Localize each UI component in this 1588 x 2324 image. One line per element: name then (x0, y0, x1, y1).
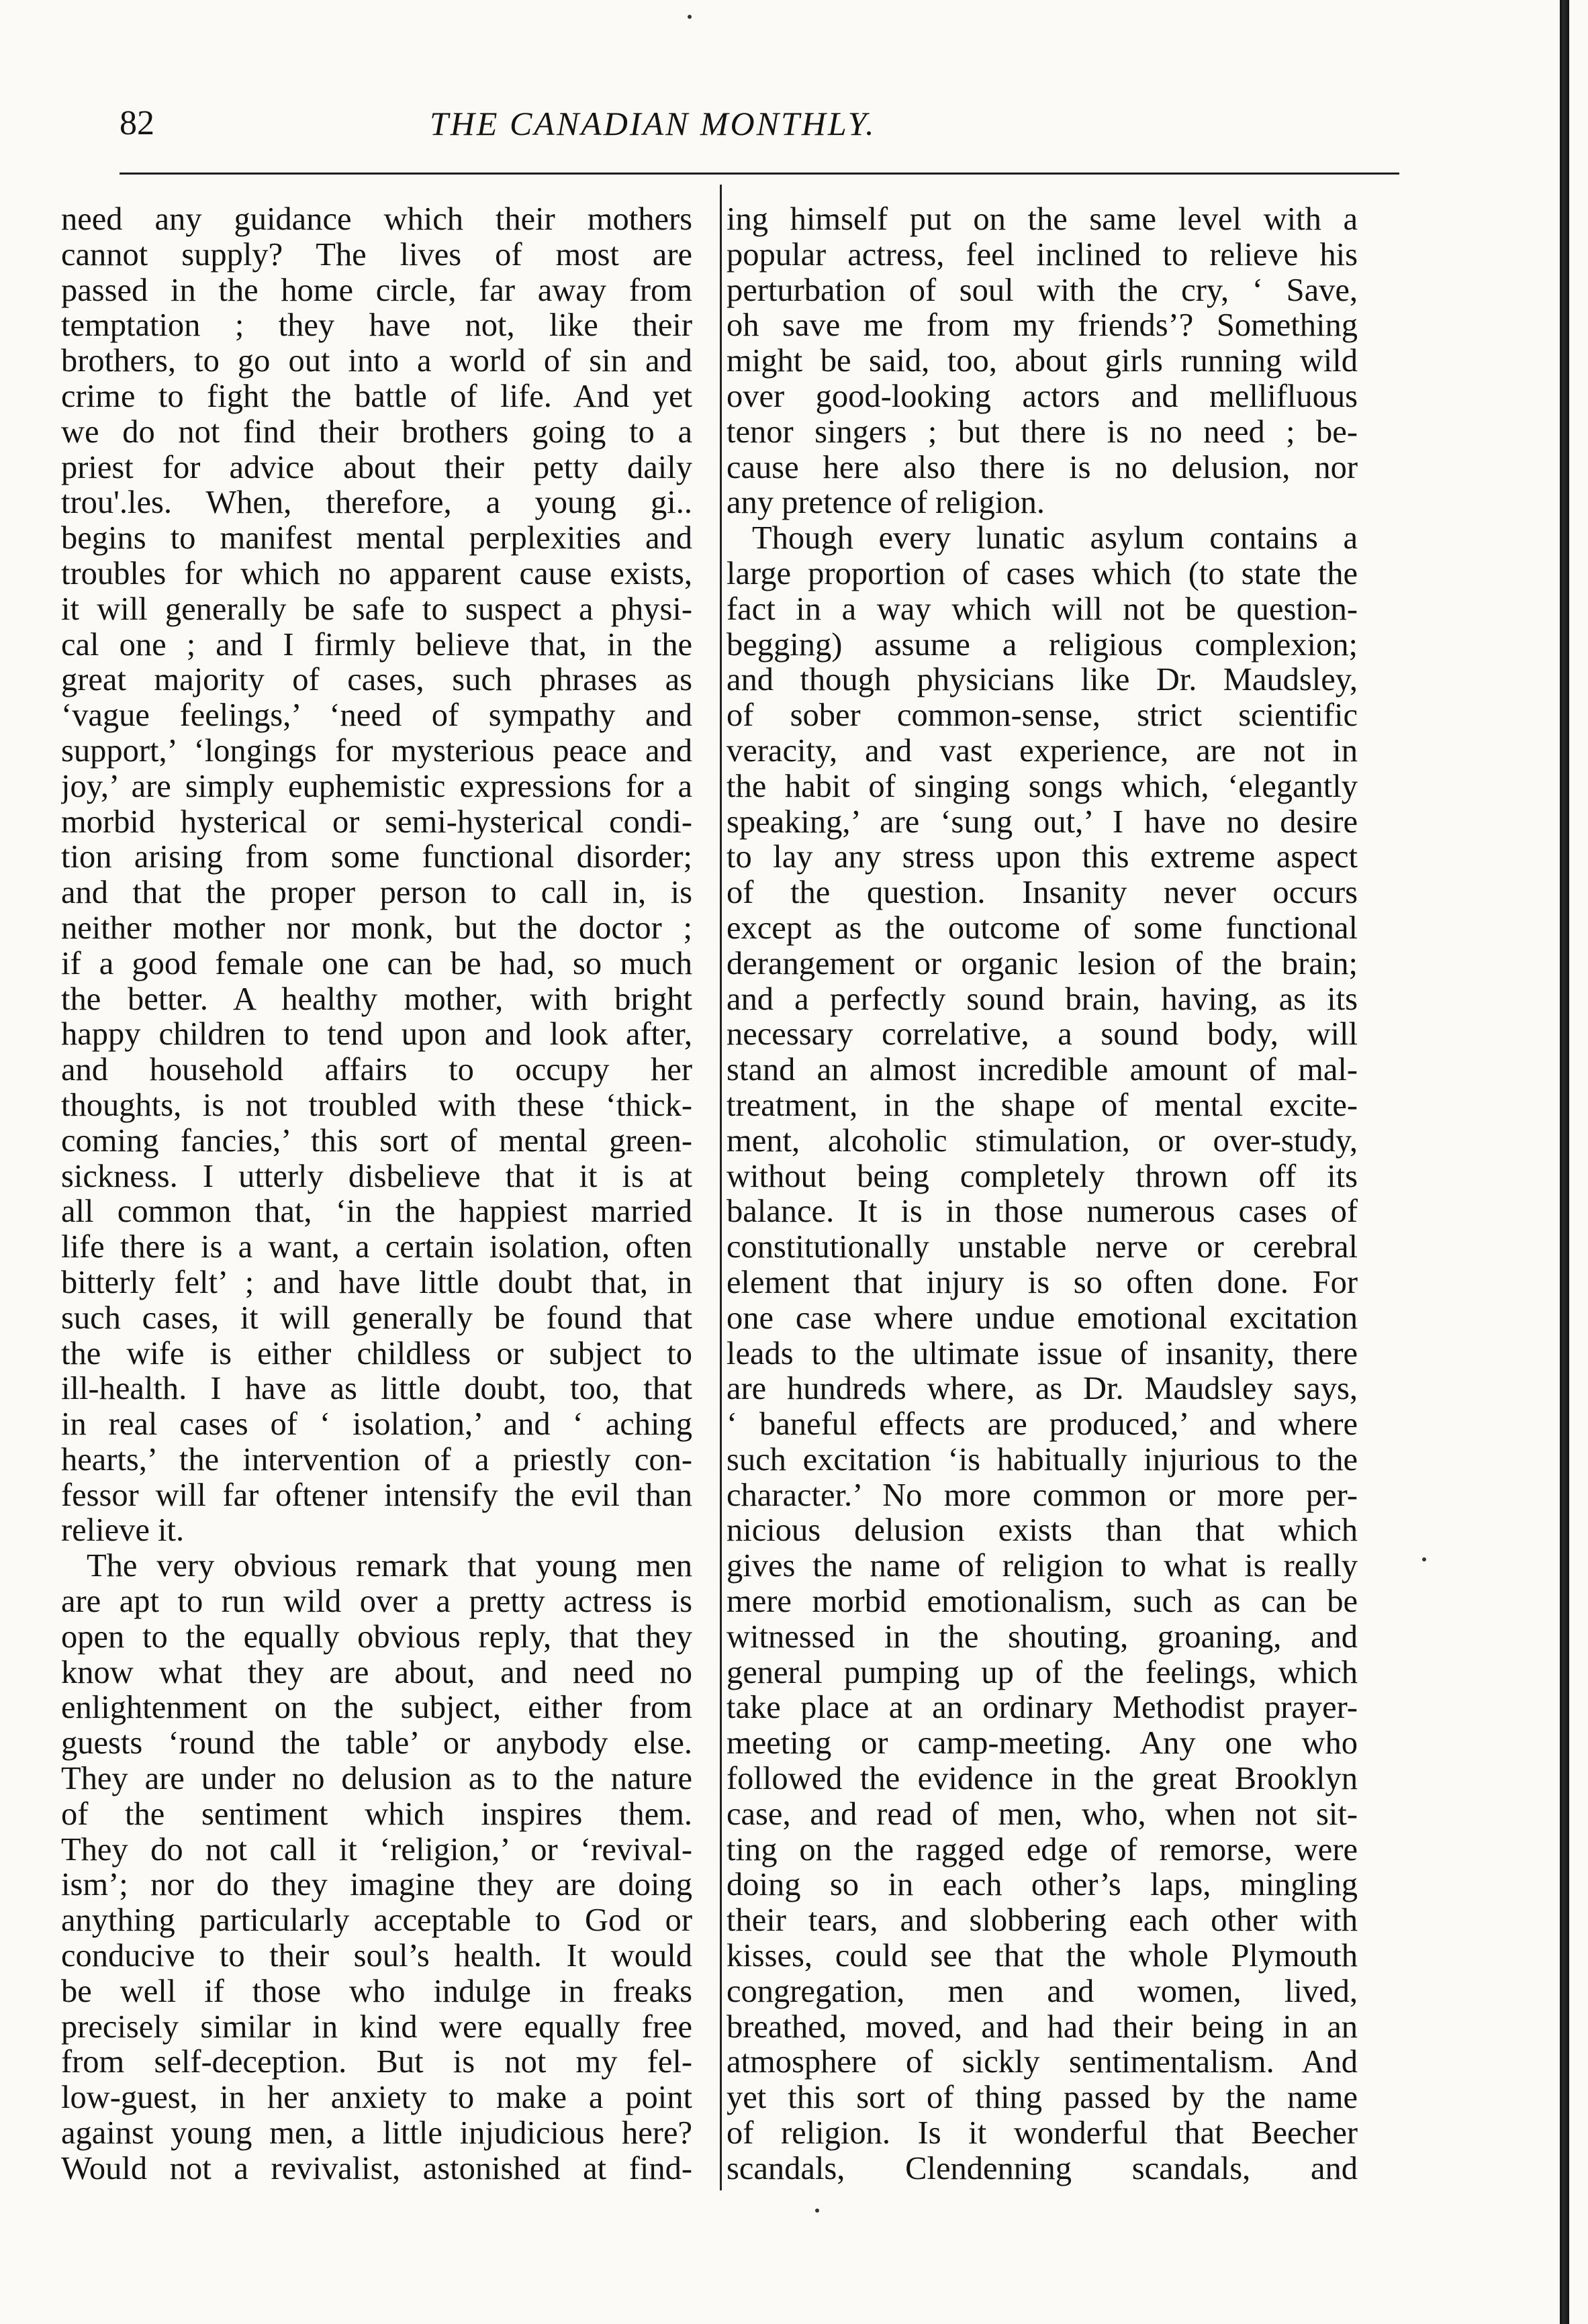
text-line: bitterly felt’ ; and have little doubt that, in (61, 1265, 692, 1300)
text-line: conducive to their soul’s health. It would (61, 1939, 692, 1974)
text-line: cal one ; and I firmly believe that, in the (61, 627, 692, 663)
text-line: any pretence of religion. (727, 485, 1045, 521)
text-line: are hundreds where, as Dr. Maudsley says, (727, 1371, 1358, 1407)
text-line: perturbation of soul with the cry, ‘ Save, (727, 273, 1358, 308)
text-line: precisely similar in kind were equally free (61, 2009, 692, 2045)
text-line: we do not find their brothers going to a (61, 414, 692, 450)
text-line: of sober common-sense, strict scientific (727, 698, 1358, 734)
text-line: oh save me from my friends’? Something (727, 308, 1358, 344)
text-line: if a good female one can be had, so much (61, 946, 692, 981)
text-line: and that the proper person to call in, is (61, 875, 692, 911)
page-number: 82 (120, 104, 154, 142)
text-line: of the sentiment which inspires them. (61, 1796, 692, 1832)
text-line: such cases, it will generally be found that (61, 1300, 692, 1336)
text-line: speaking,’ are ‘sung out,’ I have no desire (727, 804, 1358, 840)
text-line: veracity, and vast experience, are not in (727, 733, 1358, 769)
header-rule (120, 173, 1399, 175)
text-line: trou'.les. When, therefore, a young gi.. (61, 485, 692, 521)
text-line: Would not a revivalist, astonished at find- (61, 2151, 692, 2186)
text-line: in real cases of ‘ isolation,’ and ‘ aching (61, 1407, 692, 1443)
text-line: ill-health. I have as little doubt, too, that (61, 1371, 692, 1407)
text-line: ‘ baneful effects are produced,’ and where (727, 1407, 1358, 1443)
text-line: coming fancies,’ this sort of mental green- (61, 1123, 692, 1159)
text-line: and though physicians like Dr. Maudsley, (727, 663, 1358, 698)
text-line: cause here also there is no delusion, nor (727, 450, 1358, 485)
text-line: cannot supply? The lives of most are (61, 237, 692, 273)
text-line: followed the evidence in the great Brooklyn (727, 1761, 1358, 1797)
text-line: of the question. Insanity never occurs (727, 875, 1358, 911)
text-line: all common that, ‘in the happiest married (61, 1194, 692, 1230)
text-line: fact in a way which will not be question- (727, 591, 1358, 627)
text-line: yet this sort of thing passed by the name (727, 2080, 1358, 2116)
text-line: character.’ No more common or more per- (727, 1478, 1358, 1513)
text-line: tenor singers ; but there is no need ; be- (727, 414, 1358, 450)
text-line: temptation ; they have not, like their (61, 308, 692, 344)
text-line: necessary correlative, a sound body, will (727, 1017, 1358, 1053)
text-line: congregation, men and women, lived, (727, 1974, 1358, 2009)
text-line: the habit of singing songs which, ‘elegantly (727, 769, 1358, 804)
text-line: ting on the ragged edge of remorse, were (727, 1832, 1358, 1868)
text-line: anything particularly acceptable to God or (61, 1903, 692, 1939)
text-line: ism’; nor do they imagine they are doing (61, 1868, 692, 1903)
text-line: leads to the ultimate issue of insanity, there (727, 1336, 1358, 1371)
text-line: They are under no delusion as to the nature (61, 1761, 692, 1797)
text-line: be well if those who indulge in freaks (61, 1974, 692, 2009)
text-line: doing so in each other’s laps, mingling (727, 1868, 1358, 1903)
text-line: low-guest, in her anxiety to make a point (61, 2080, 692, 2116)
text-line: know what they are about, and need no (61, 1655, 692, 1690)
text-line: except as the outcome of some functional (727, 910, 1358, 946)
text-line: case, and read of men, who, when not sit- (727, 1796, 1358, 1832)
text-line: relieve it. (61, 1513, 185, 1549)
text-line: thoughts, is not troubled with these ‘thick- (61, 1087, 692, 1123)
text-line: against young men, a little injudicious here? (61, 2116, 692, 2151)
text-line: begging) assume a religious complexion; (727, 627, 1358, 663)
text-line: joy,’ are simply euphemistic expressions for a (61, 769, 692, 804)
margin-dot (815, 2209, 819, 2213)
text-line: open to the equally obvious reply, that they (61, 1619, 692, 1655)
text-line: derangement or organic lesion of the brain; (727, 946, 1358, 981)
binding-edge (1560, 0, 1569, 2324)
text-line: nicious delusion exists than that which (727, 1513, 1358, 1549)
text-line: general pumping up of the feelings, which (727, 1655, 1358, 1690)
text-line: The very obvious remark that young men (87, 1549, 692, 1584)
text-line: brothers, to go out into a world of sin and (61, 344, 692, 379)
right-column (727, 202, 1358, 2187)
text-line: constitutionally unstable nerve or cerebral (727, 1230, 1358, 1265)
text-line: balance. It is in those numerous cases of (727, 1194, 1358, 1230)
text-line: mere morbid emotionalism, such as can be (727, 1584, 1358, 1620)
text-line: crime to fight the battle of life. And yet (61, 379, 692, 414)
text-line: neither mother nor monk, but the doctor ; (61, 910, 692, 946)
text-line: witnessed in the shouting, groaning, and (727, 1619, 1358, 1655)
text-line: meeting or camp-meeting. Any one who (727, 1726, 1358, 1761)
text-line: the wife is either childless or subject to (61, 1336, 692, 1371)
text-line: support,’ ‘longings for mysterious peace and (61, 733, 692, 769)
text-line: sickness. I utterly disbelieve that it is at (61, 1159, 692, 1194)
text-line: breathed, moved, and had their being in an (727, 2009, 1358, 2045)
text-line: stand an almost incredible amount of mal- (727, 1053, 1358, 1088)
text-line: troubles for which no apparent cause exists, (61, 556, 692, 591)
text-line: fessor will far oftener intensify the evil than (61, 1478, 692, 1513)
text-line: element that injury is so often done. For (727, 1265, 1358, 1300)
text-line: without being completely thrown off its (727, 1159, 1358, 1194)
text-line: They do not call it ‘religion,’ or ‘revival- (61, 1832, 692, 1868)
text-line: the better. A healthy mother, with bright (61, 981, 692, 1017)
text-line: ing himself put on the same level with a (727, 202, 1358, 237)
text-line: from self-deception. But is not my fel- (61, 2045, 692, 2080)
text-line: morbid hysterical or semi-hysterical condi- (61, 804, 692, 840)
text-line: hearts,’ the intervention of a priestly con- (61, 1442, 692, 1478)
text-line: are apt to run wild over a pretty actress is (61, 1584, 692, 1620)
text-line: atmosphere of sickly sentimentalism. And (727, 2045, 1358, 2080)
text-line: ment, alcoholic stimulation, or over-study, (727, 1123, 1358, 1159)
text-line: life there is a want, a certain isolation, often (61, 1230, 692, 1265)
text-line: and household affairs to occupy her (61, 1053, 692, 1088)
text-line: large proportion of cases which (to state the (727, 556, 1358, 591)
text-line: ‘vague feelings,’ ‘need of sympathy and (61, 698, 692, 734)
text-line: such excitation ‘is habitually injurious to the (727, 1442, 1358, 1478)
text-line: one case where undue emotional excitation (727, 1300, 1358, 1336)
column-divider (720, 185, 722, 2190)
text-line: might be said, too, about girls running wild (727, 344, 1358, 379)
text-line: their tears, and slobbering each other with (727, 1903, 1358, 1939)
running-head: THE CANADIAN MONTHLY. (430, 105, 876, 142)
text-line: it will generally be safe to suspect a physi- (61, 591, 692, 627)
text-line: over good-looking actors and mellifluous (727, 379, 1358, 414)
text-line: and a perfectly sound brain, having, as its (727, 981, 1358, 1017)
text-line: kisses, could see that the whole Plymouth (727, 1939, 1358, 1974)
text-line: happy children to tend upon and look after, (61, 1017, 692, 1053)
text-line: to lay any stress upon this extreme aspect (727, 840, 1358, 875)
text-line: gives the name of religion to what is really (727, 1549, 1358, 1584)
text-line: treatment, in the shape of mental excite- (727, 1087, 1358, 1123)
text-line: tion arising from some functional disorder; (61, 840, 692, 875)
left-column (61, 202, 692, 2187)
text-line: take place at an ordinary Methodist prayer- (727, 1690, 1358, 1726)
margin-dot (1422, 1557, 1426, 1561)
text-line: great majority of cases, such phrases as (61, 663, 692, 698)
text-line: priest for advice about their petty daily (61, 450, 692, 485)
margin-dot (688, 15, 692, 19)
text-line: passed in the home circle, far away from (61, 273, 692, 308)
text-line: scandals, Clendenning scandals, and (727, 2151, 1358, 2186)
text-line: enlightenment on the subject, either from (61, 1690, 692, 1726)
text-line: guests ‘round the table’ or anybody else. (61, 1726, 692, 1761)
text-line: need any guidance which their mothers (61, 202, 692, 237)
text-line: Though every lunatic asylum contains a (752, 521, 1358, 556)
text-line: popular actress, feel inclined to relieve his (727, 237, 1358, 273)
text-line: of religion. Is it wonderful that Beecher (727, 2116, 1358, 2151)
text-line: begins to manifest mental perplexities and (61, 521, 692, 556)
